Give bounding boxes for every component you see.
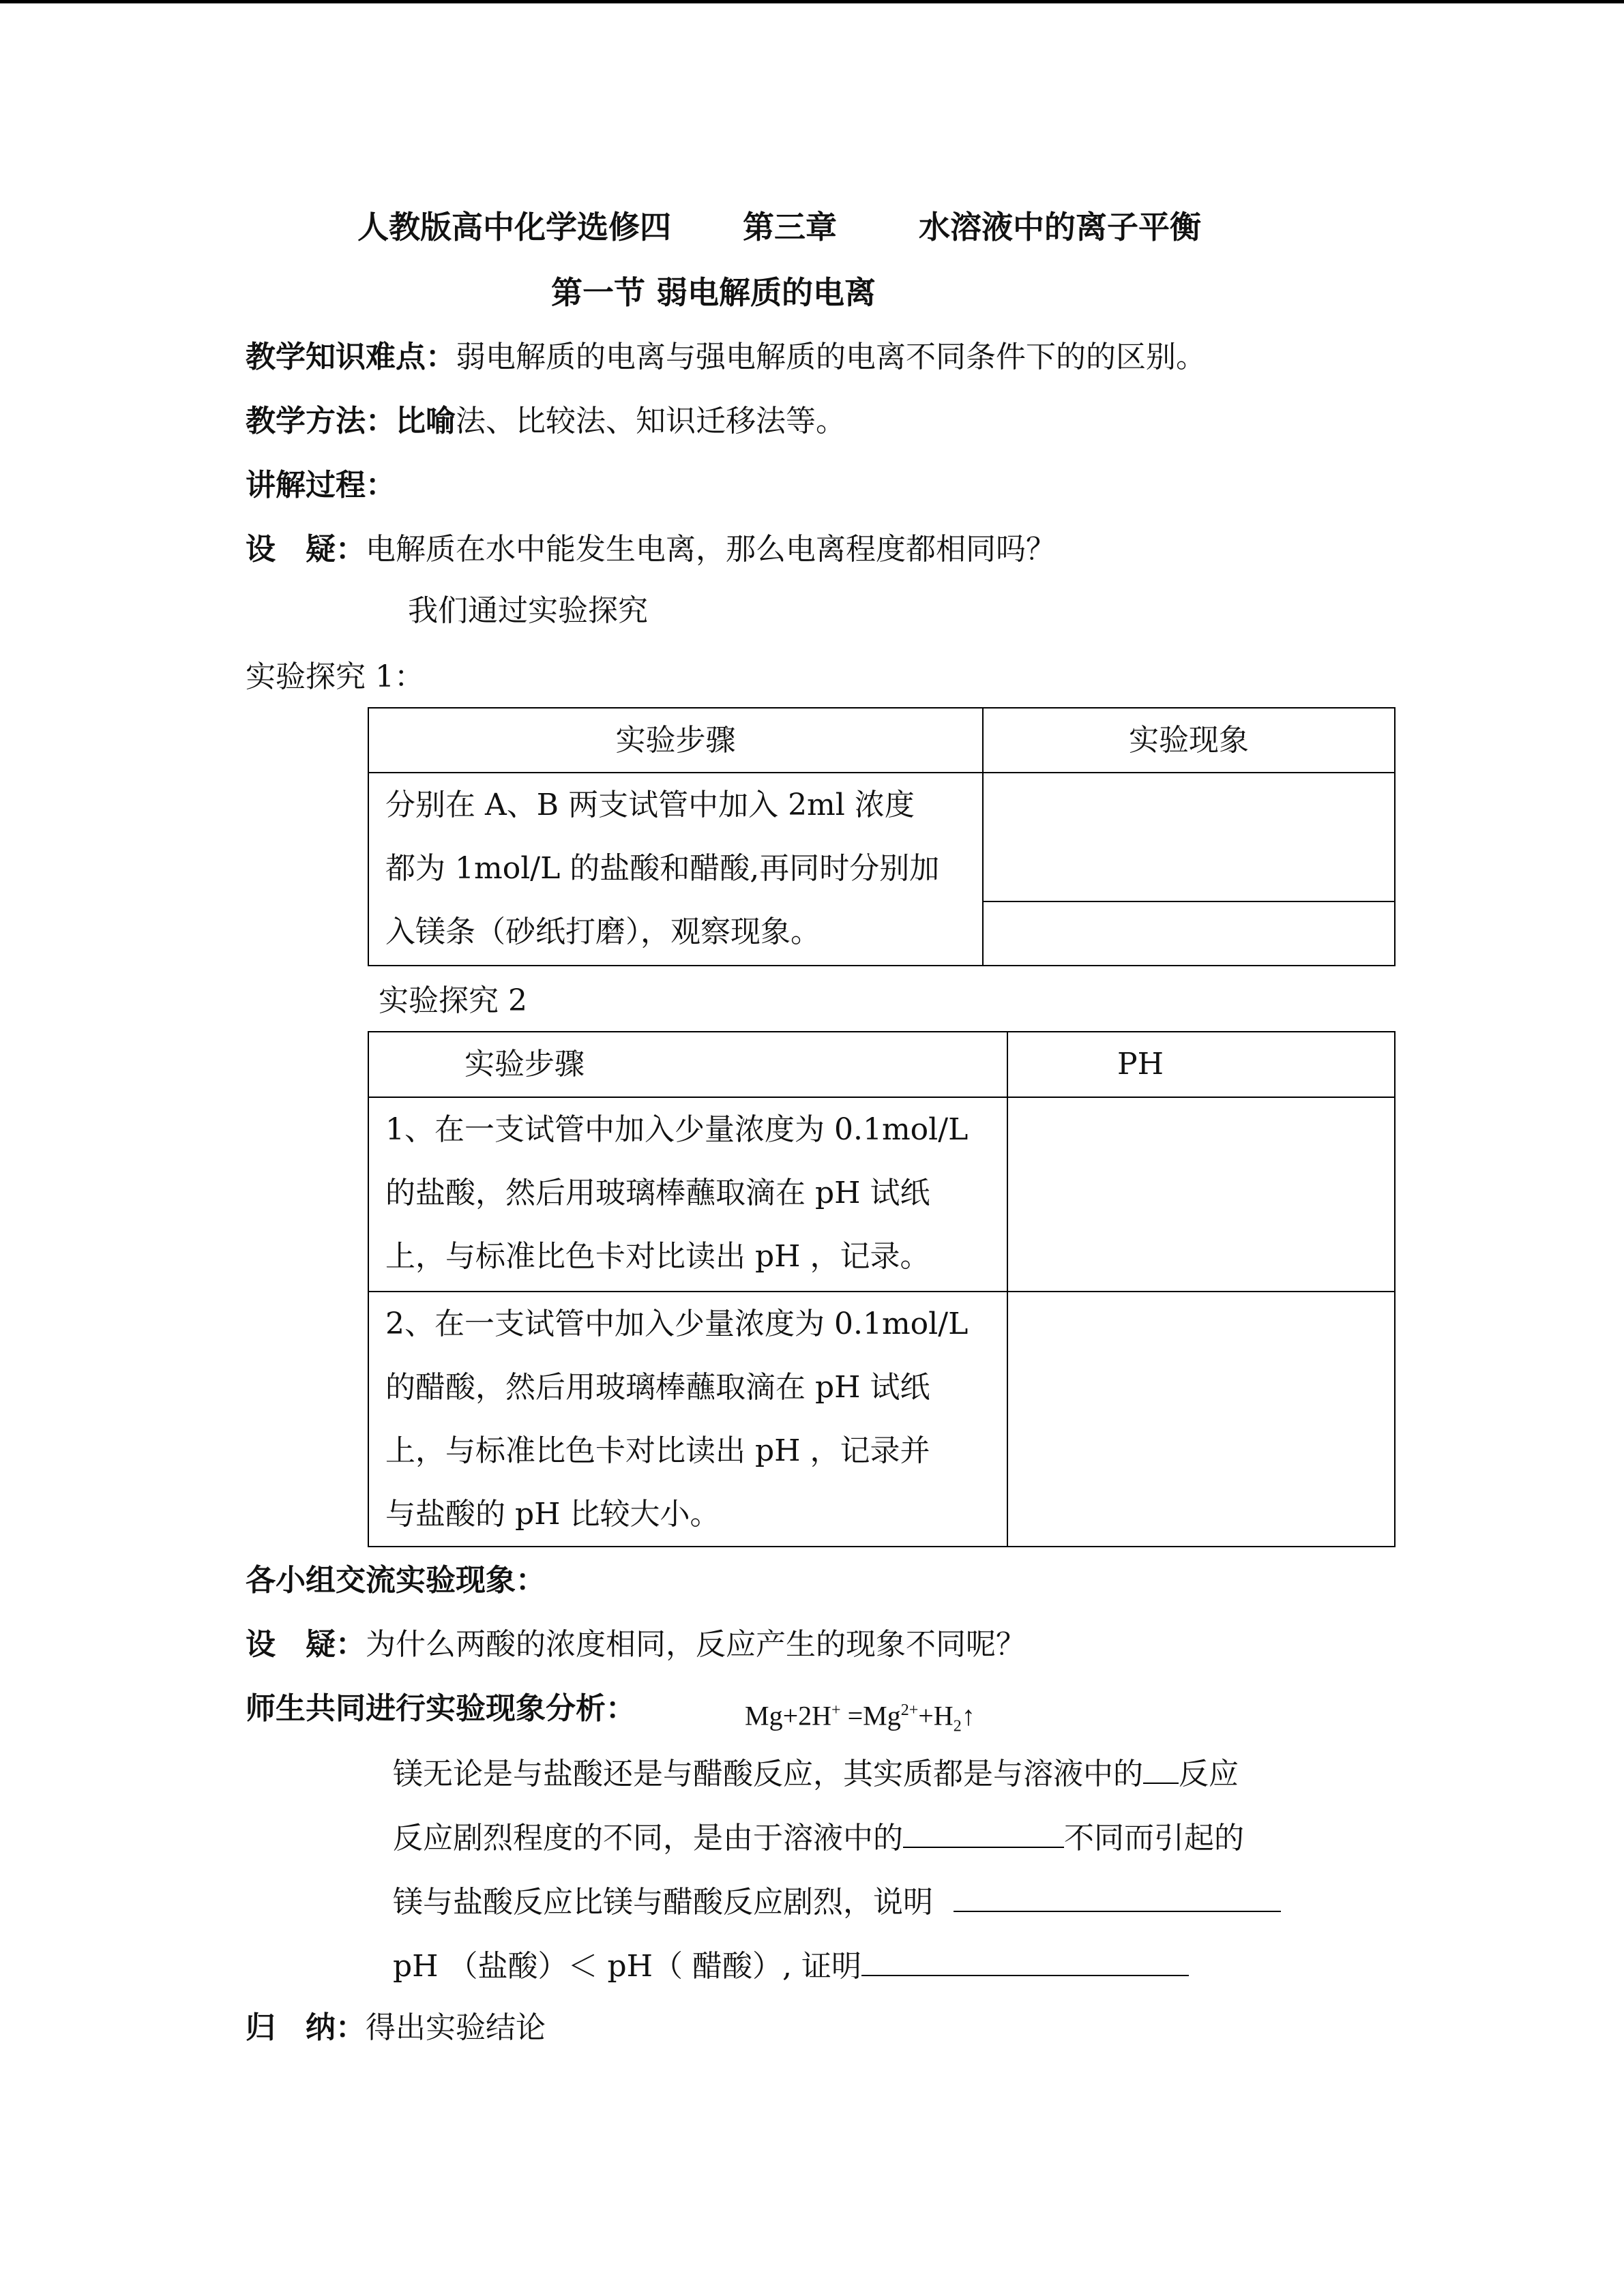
top-border bbox=[0, 0, 1624, 3]
exp2-header-steps: 实验步骤 bbox=[368, 1032, 1007, 1097]
question1-text: 电解质在水中能发生电离，那么电离程度都相同吗？ bbox=[366, 532, 1056, 567]
explore-intro: 我们通过实验探究 bbox=[408, 593, 648, 628]
exp1-phenomenon-a bbox=[983, 773, 1395, 901]
exp1-header-phenomena: 实验现象 bbox=[983, 708, 1395, 773]
fill-blank[interactable] bbox=[861, 1945, 1189, 1976]
analysis-text: 反应剧烈程度的不同，是由于溶液中的 bbox=[393, 1821, 903, 1855]
method-text: 法、比较法、知识迁移法等。 bbox=[456, 404, 846, 438]
exp2-row1-ph bbox=[1007, 1097, 1395, 1292]
exp2-step-line: 2、在一支试管中加入少量浓度为 0.1mol/L bbox=[385, 1307, 969, 1341]
process-label: 讲解过程： bbox=[246, 468, 396, 503]
exp1-step-line: 分别在 A、B 两支试管中加入 2ml 浓度 bbox=[385, 788, 915, 822]
analysis-line-4 bbox=[393, 1945, 1189, 1986]
question1-line bbox=[246, 531, 1056, 569]
chapter-title: 水溶液中的离子平衡 bbox=[919, 209, 1201, 245]
method-label: 教学方法：比喻 bbox=[246, 404, 456, 438]
analysis-line-2 bbox=[393, 1817, 1244, 1858]
doc-title bbox=[357, 208, 1201, 246]
exp1-steps-cell bbox=[368, 773, 983, 966]
exp2-row1-steps bbox=[368, 1097, 1007, 1292]
exp1-header-steps: 实验步骤 bbox=[368, 708, 983, 773]
summary-line bbox=[246, 2009, 546, 2047]
difficulty-text: 弱电解质的电离与强电解质的电离不同条件下的的区别。 bbox=[456, 340, 1206, 374]
reaction-equation bbox=[745, 1691, 975, 1745]
fill-blank[interactable] bbox=[954, 1881, 1281, 1912]
method-line bbox=[246, 402, 846, 441]
summary-text: 得出实验结论 bbox=[366, 2010, 546, 2045]
exp1-step-line: 都为 1mol/L 的盐酸和醋酸,再同时分别加 bbox=[385, 851, 940, 886]
exp2-step-line: 上，与标准比色卡对比读出 pH ，记录。 bbox=[385, 1239, 930, 1274]
chapter-number: 第三章 bbox=[743, 209, 837, 245]
analysis-label: 师生共同进行实验现象分析： bbox=[246, 1691, 636, 1726]
difficulty-line bbox=[246, 338, 1206, 376]
question2-label: 设 疑： bbox=[246, 1627, 366, 1662]
analysis-text: 反应 bbox=[1179, 1757, 1239, 1791]
summary-label: 归 纳： bbox=[246, 2010, 366, 2045]
exp2-step-line: 与盐酸的 pH 比较大小。 bbox=[385, 1497, 720, 1532]
difficulty-label: 教学知识难点： bbox=[246, 340, 456, 374]
exp1-table bbox=[368, 707, 1396, 966]
exp1-step-line: 入镁条（砂纸打磨），观察现象。 bbox=[385, 914, 821, 949]
exp2-row2-ph bbox=[1007, 1292, 1395, 1547]
eq-sup: 2+ bbox=[900, 1701, 919, 1719]
groups-label: 各小组交流实验现象： bbox=[246, 1563, 546, 1598]
exp2-table bbox=[368, 1031, 1396, 1547]
analysis-line-3 bbox=[393, 1881, 1281, 1922]
section-title: 第一节 弱电解质的电离 bbox=[551, 274, 876, 311]
analysis-line-1 bbox=[393, 1753, 1239, 1793]
question2-line bbox=[246, 1626, 1026, 1664]
analysis-text: 镁与盐酸反应比镁与醋酸反应剧烈，说明 bbox=[393, 1885, 933, 1920]
analysis-text: pH （盐酸）＜ pH（ 醋酸）, 证明 bbox=[393, 1949, 862, 1984]
exp2-step-line: 上，与标准比色卡对比读出 pH ，记录并 bbox=[385, 1433, 930, 1468]
exp1-phenomenon-b bbox=[983, 901, 1395, 966]
eq-sub: 2 bbox=[953, 1717, 962, 1735]
book-name: 人教版高中化学选修四 bbox=[357, 209, 671, 245]
exp2-step-line: 的盐酸，然后用玻璃棒蘸取滴在 pH 试纸 bbox=[385, 1176, 930, 1210]
exp2-row2-steps bbox=[368, 1292, 1007, 1547]
analysis-text: 镁无论是与盐酸还是与醋酸反应，其实质都是与溶液中的 bbox=[393, 1757, 1143, 1791]
question2-text: 为什么两酸的浓度相同，反应产生的现象不同呢？ bbox=[366, 1627, 1026, 1662]
eq-part: Mg+2H bbox=[745, 1700, 832, 1731]
analysis-text: 不同而引起的 bbox=[1064, 1821, 1244, 1855]
exp2-title: 实验探究 2 bbox=[379, 983, 527, 1018]
exp2-header-ph: PH bbox=[1007, 1032, 1395, 1097]
exp2-step-line: 的醋酸，然后用玻璃棒蘸取滴在 pH 试纸 bbox=[385, 1370, 930, 1405]
question1-label: 设 疑： bbox=[246, 532, 366, 567]
eq-part: +H bbox=[918, 1700, 954, 1731]
exp2-step-line: 1、在一支试管中加入少量浓度为 0.1mol/L bbox=[385, 1112, 969, 1147]
eq-sup: + bbox=[831, 1701, 841, 1719]
fill-blank[interactable] bbox=[1143, 1753, 1179, 1784]
fill-blank[interactable] bbox=[903, 1817, 1064, 1848]
exp1-title: 实验探究 1： bbox=[246, 659, 424, 694]
eq-part: =Mg bbox=[840, 1700, 901, 1731]
up-arrow-icon: ↑ bbox=[961, 1700, 975, 1731]
